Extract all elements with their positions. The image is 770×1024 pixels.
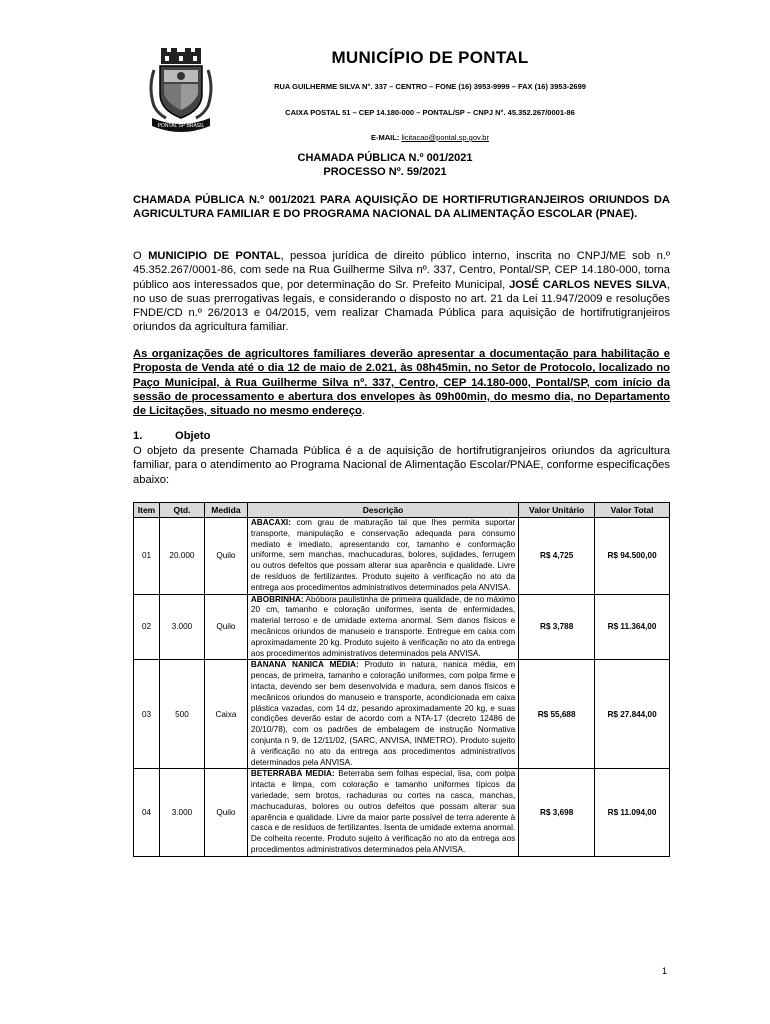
intro-entity: MUNICIPIO DE PONTAL	[148, 250, 281, 262]
section-1-label: Objeto	[175, 430, 211, 442]
section-1-number: 1.	[133, 430, 143, 442]
col-valor-unitario: Valor Unitário	[519, 503, 595, 518]
section-1-text: O objeto da presente Chamada Pública é a de aquisição de hortifrutigranjeiros oriundos da agricultura familiar, para o atendimento ao Programa Nacional de Alimentação Escolar/PNAE, conforme especificações abaixo:	[133, 445, 670, 486]
cell-medida: Caixa	[204, 660, 247, 769]
product-name: ABACAXI:	[250, 518, 291, 527]
cell-descricao	[247, 518, 518, 595]
cell-descricao	[247, 594, 518, 660]
table-row	[134, 660, 670, 769]
process-number: PROCESSO Nº. 59/2021	[323, 166, 447, 178]
col-item: Item	[134, 503, 160, 518]
document-heading: CHAMADA PÚBLICA N.º 001/2021 PARA AQUISIÇÃO DE HORTIFRUTIGRANJEIROS ORIUNDOS DA AGRICULTURA FAMILIAR E DO PROGRAMA NACIONAL DA ALIMENTAÇÃO ESCOLAR (PNAE).	[133, 194, 670, 221]
coat-of-arms-logo	[148, 48, 214, 132]
cell-valor-unitario: R$ 3,788	[519, 594, 595, 660]
intro-pre: O	[133, 250, 149, 262]
table-header-row	[134, 503, 670, 518]
cell-qtd: 3.000	[159, 769, 204, 856]
product-desc: Beterraba sem folhas especial, lisa, com polpa intacta e limpa, com coloração e tamanho uniformes típicos da variedade, sem brotos, rachaduras ou cortes na casca, manchas, machucaduras, bolores ou outros defeitos que possam alterar sua aparência e qualidade. Livre da maior parte possível de terra aderente à casca e de resíduos de fertilizantes. Isenta de umidade externa anormal. De colheita recente. Produto sujeito à verificação no ato da entrega aos procedimentos administrativos determinados pela ANVISA.	[250, 769, 516, 854]
cell-item: 02	[134, 594, 160, 660]
deadline-notice-end: .	[361, 405, 365, 418]
col-medida: Medida	[204, 503, 247, 518]
cell-descricao	[247, 769, 518, 856]
cell-item: 04	[134, 769, 160, 856]
cell-medida: Quilo	[204, 769, 247, 856]
cell-valor-total: R$ 94.500,00	[595, 518, 670, 595]
email-label: E-MAIL:	[371, 133, 400, 142]
table-row	[134, 594, 670, 660]
cell-valor-total: R$ 11.094,00	[595, 769, 670, 856]
intro-post: , no uso de suas prerrogativas legais, e considerando o disposto no art. 21 da Lei 11.947/2009 e resoluções FNDE/CD n.º 26/2013 e 04/2015, vem realizar Chamada Pública para aquisição de hortifrutigranjeiros oriundos da agricultura familiar.	[133, 278, 670, 334]
product-name: BANANA NANICA MÉDIA:	[250, 660, 359, 670]
cell-valor-total: R$ 27.844,00	[595, 660, 670, 769]
postal-line: CAIXA POSTAL 51 – CEP 14.180-000 – PONTAL/SP – CNPJ N°. 45.352.267/0001-86	[285, 108, 575, 117]
cell-qtd: 20.000	[159, 518, 204, 595]
col-valor-total: Valor Total	[595, 503, 670, 518]
deadline-notice-text: As organizações de agricultores familiares deverão apresentar a documentação para habilitação e Proposta de Venda até o dia 12 de maio de 2.021, às 08h45min, no Setor de Protocolo, localizado no Paço Municipal, à Rua Guilherme Silva nº. 337, Centro, CEP 14.180-000, Pontal/SP, com início da sessão de processamento e abertura dos envelopes às 09h00min, do mesmo dia, no Departamento de Licitações, situado no mesmo endereço	[133, 348, 670, 418]
cell-qtd: 500	[159, 660, 204, 769]
product-name: BETERRABA MEDIA:	[250, 769, 335, 779]
cell-medida: Quilo	[204, 594, 247, 660]
table-row	[134, 518, 670, 595]
email-link[interactable]: licitacao@pontal.sp.gov.br	[401, 133, 489, 142]
cell-medida: Quilo	[204, 518, 247, 595]
cell-item: 03	[134, 660, 160, 769]
section-1-title	[133, 430, 210, 442]
crest-ribbon-text: PONTAL SP BRASIL	[157, 123, 205, 129]
col-qtd: Qtd.	[159, 503, 204, 518]
product-desc: com grau de maturação tal que lhes permita suportar transporte, manipulação e conservação adequada para consumo mediato e imediato, apresentando cor, tamanho e conformação uniforme, sem manchas, machucaduras, bolores, sujidades, ferrugem ou outros defeitos que possam alterar sua aparência e qualidade. Livre de resíduos de fertilizantes. Produto sujeito à verificação no ato da entrega aos procedimentos administrativos determinados pela ANVISA.	[250, 518, 516, 592]
municipality-title: MUNICÍPIO DE PONTAL	[331, 48, 529, 67]
product-desc: Produto in natura, nanica média, em pencas, de primeira, tamanho e coloração uniformes, com polpa firme e intacta, devendo ser bem desenvolvida e madura, sem danos físicos e mecânicos oriundos do manuseio e transporte, acondicionada em caixa plástica vazadas, com 14 dz, pesando aproximadamente 20 kg, e suas condições deverão estar de acordo com a NTA-17 (decreto 12486 de 20/10/78), com os padrões de embalagem de instrução Normativa conjunta n 9, de 12/11/02, (SARC, ANVISA, INMETRO). Produto sujeito à verificação no ato da entrega aos procedimentos administrativos determinados pela ANVISA.	[250, 660, 516, 767]
deadline-notice	[133, 347, 670, 418]
product-desc: Abóbora paulistinha de primeira qualidade, de no máximo 20 cm, tamanho e coloração uniformes, isenta de enfermidades, material terroso e de umidade externa anormal. Sem danos físicos e mecânicos oriundos de manuseio e transporte. Entregue em caixa com aproximadamente 20 kg. Produto sujeito à verificação no ato da entrega aos procedimentos administrativos determinados pela ANVISA.	[250, 594, 516, 658]
cell-item: 01	[134, 518, 160, 595]
cell-descricao	[247, 660, 518, 769]
items-table	[133, 502, 670, 857]
product-name: ABOBRINHA:	[250, 594, 304, 604]
table-row	[134, 769, 670, 856]
cell-qtd: 3.000	[159, 594, 204, 660]
cell-valor-unitario: R$ 3,698	[519, 769, 595, 856]
col-descricao: Descrição	[247, 503, 518, 518]
intro-mid: , pessoa jurídica de direito público interno, inscrita no CNPJ/ME sob n.º 45.352.267/0001-86, com sede na Rua Guilherme Silva nº. 337, Centro, Pontal/SP, CEP 14.180-000, torna público aos interessados que, por determinação do Sr. Prefeito Municipal,	[133, 250, 671, 291]
page-number: 1	[662, 966, 668, 976]
cell-valor-total: R$ 11.364,00	[595, 594, 670, 660]
intro-mayor: JOSÉ CARLOS NEVES SILVA	[509, 278, 667, 291]
cell-valor-unitario: R$ 55,688	[519, 660, 595, 769]
cell-valor-unitario: R$ 4,725	[519, 518, 595, 595]
intro-paragraph	[133, 249, 670, 335]
address-line: RUA GUILHERME SILVA N°. 337 – CENTRO – FONE (16) 3953-9999 – FAX (16) 3953-2699	[274, 82, 586, 91]
email-line	[230, 133, 630, 142]
call-number: CHAMADA PÚBLICA N.º 001/2021	[297, 152, 473, 164]
